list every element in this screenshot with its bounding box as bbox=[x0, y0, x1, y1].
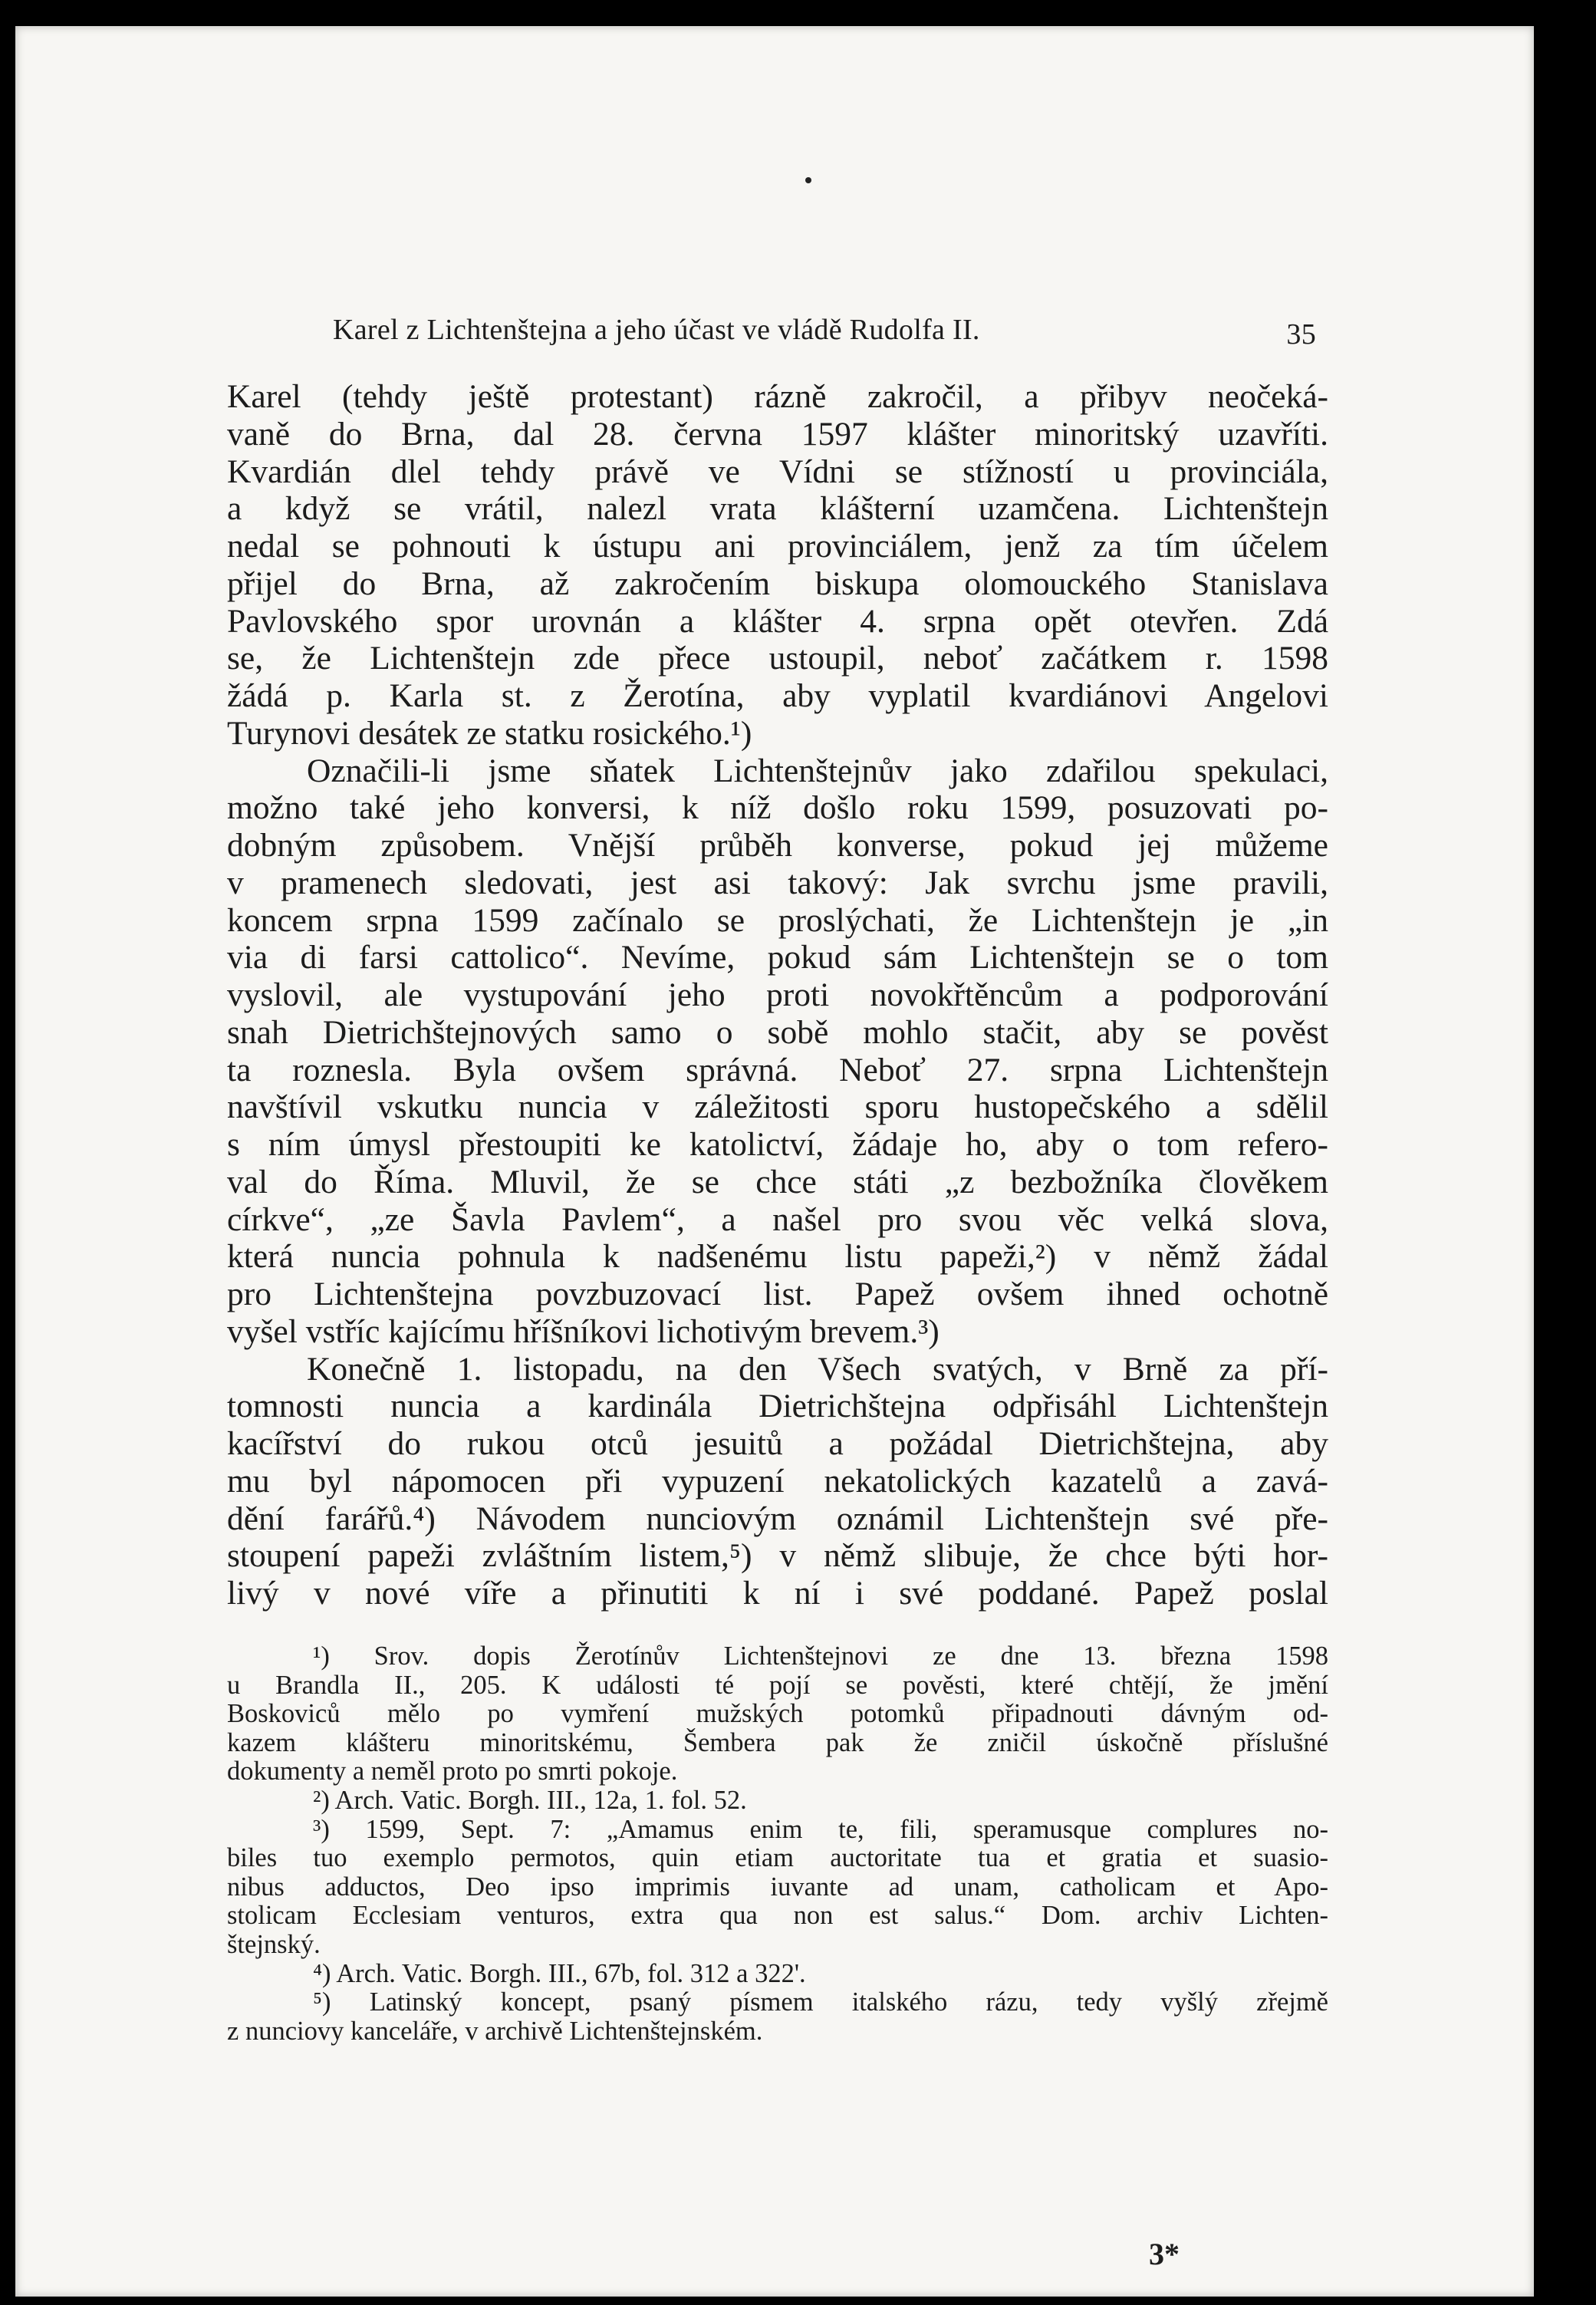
text-line: Karel (tehdy ještě protestant) rázně zakročil, a přibyv neočeká- bbox=[227, 378, 1328, 415]
text-line: via di farsi cattolico“. Nevíme, pokud sám Lichtenštejn se o tom bbox=[227, 939, 1328, 976]
text-line: koncem srpna 1599 začínalo se proslýchati, že Lichtenštejn je „in bbox=[227, 901, 1328, 939]
text-line: Pavlovského spor urovnán a klášter 4. srpna opět otevřen. Zdá bbox=[227, 602, 1328, 640]
footnote-line: štejnský. bbox=[227, 1929, 321, 1959]
text-line: dobným způsobem. Vnější průběh konverse, pokud jej můžeme bbox=[227, 827, 1328, 864]
text-line: církve“, „ze Šavla Pavlem“, a našel pro svou věc velká slova, bbox=[227, 1200, 1328, 1238]
text-line: pro Lichtenštejna povzbuzovací list. Papež ovšem ihned ochotně bbox=[227, 1276, 1328, 1312]
footnote-line: u Brandla II., 205. K události té pojí se pověsti, které chtějí, že jmění bbox=[227, 1670, 1328, 1700]
text-line: mu byl nápomocen při vypuzení nekatolických kazatelů a zavá- bbox=[227, 1462, 1328, 1500]
footnote-line: nibus adductos, Deo ipso imprimis iuvante ad unam, catholicam et Apo- bbox=[227, 1872, 1328, 1902]
ink-speck bbox=[805, 177, 811, 183]
text-line: vyšel vstříc kajícímu hříšníkovi lichotivým brevem.³) bbox=[227, 1312, 940, 1350]
footnote-line: ⁵) Latinský koncept, psaný písmem italského rázu, tedy vyšlý zřejmě bbox=[313, 1987, 1328, 2017]
text-line: snah Dietrichštejnových samo o sobě mohlo stačit, aby se pověst bbox=[227, 1013, 1328, 1051]
text-line: a když se vrátil, nalezl vrata klášterní uzamčena. Lichtenštejn bbox=[227, 490, 1328, 528]
text-line: se, že Lichtenštejn zde přece ustoupil, neboť začátkem r. 1598 bbox=[227, 640, 1328, 677]
text-line: Označili-li jsme sňatek Lichtenštejnův jako zdařilou spekulaci, bbox=[307, 752, 1328, 789]
text-line: vyslovil, ale vystupování jeho proti novokřtěncům a podporování bbox=[227, 976, 1328, 1013]
footnote-line: ³) 1599, Sept. 7: „Amamus enim te, fili, speramusque complures no- bbox=[313, 1814, 1328, 1844]
page-number: 35 bbox=[1286, 318, 1316, 351]
book-page bbox=[15, 26, 1534, 2297]
footnote-line: ²) Arch. Vatic. Borgh. III., 12a, 1. fol. 52. bbox=[313, 1785, 747, 1815]
main-text bbox=[227, 378, 1328, 1612]
text-line: možno také jeho konversi, k níž došlo roku 1599, posuzovati po- bbox=[227, 789, 1328, 827]
text-line: stoupení papeži zvláštním listem,⁵) v němž slibuje, že chce býti hor- bbox=[227, 1537, 1328, 1575]
footnotes bbox=[227, 1642, 1328, 2046]
text-line: v pramenech sledovati, jest asi takový: Jak svrchu jsme pravili, bbox=[227, 864, 1328, 901]
text-line: val do Říma. Mluvil, že se chce státi „z bezbožníka člověkem bbox=[227, 1163, 1328, 1200]
text-line: Kvardián dlel tehdy právě ve Vídni se stížností u provinciála, bbox=[227, 453, 1328, 490]
footnote-line: ⁴) Arch. Vatic. Borgh. III., 67b, fol. 312 a 322'. bbox=[313, 1958, 806, 1988]
running-header bbox=[333, 313, 1316, 351]
text-line: s ním úmysl přestoupiti ke katolictví, žádaje ho, aby o tom refero- bbox=[227, 1126, 1328, 1163]
running-title: Karel z Lichtenštejna a jeho účast ve vládě Rudolfa II. bbox=[333, 314, 980, 346]
footnote-line: Boskoviců mělo po vymření mužských potomků připadnouti dávným od- bbox=[227, 1699, 1328, 1729]
text-line: Turynovi desátek ze statku rosického.¹) bbox=[227, 714, 752, 752]
text-line: žádá p. Karla st. z Žerotína, aby vyplatil kvardiánovi Angelovi bbox=[227, 677, 1328, 714]
footnote-line: kazem klášteru minoritskému, Šembera pak že zničil úskočně příslušné bbox=[227, 1727, 1328, 1757]
text-line: Konečně 1. listopadu, na den Všech svatých, v Brně za pří- bbox=[307, 1350, 1328, 1388]
footnote-line: biles tuo exemplo permotos, quin etiam auctoritate tua et gratia et suasio- bbox=[227, 1843, 1328, 1873]
text-line: livý v nové víře a přinutiti k ní i své poddané. Papež poslal bbox=[227, 1575, 1328, 1612]
footnote-line: stolicam Ecclesiam venturos, extra qua non est salus.“ Dom. archiv Lichten- bbox=[227, 1901, 1328, 1931]
text-line: ta roznesla. Byla ovšem správná. Neboť 27. srpna Lichtenštejn bbox=[227, 1051, 1328, 1088]
text-line: nedal se pohnouti k ústupu ani provinciálem, jenž za tím účelem bbox=[227, 528, 1328, 565]
text-line: tomnosti nuncia a kardinála Dietrichštejna odpřisáhl Lichtenštejn bbox=[227, 1388, 1328, 1425]
text-line: která nuncia pohnula k nadšenému listu papeži,²) v němž žádal bbox=[227, 1238, 1328, 1276]
text-line: navštívil vskutku nuncia v záležitosti sporu hustopečského a sdělil bbox=[227, 1088, 1328, 1126]
text-line: kacířství do rukou otců jesuitů a požádal Dietrichštejna, aby bbox=[227, 1425, 1328, 1462]
text-line: přijel do Brna, až zakročením biskupa olomouckého Stanislava bbox=[227, 565, 1328, 602]
text-line: vaně do Brna, dal 28. června 1597 klášter minoritský uzavříti. bbox=[227, 415, 1328, 453]
footnote-line: dokumenty a neměl proto po smrti pokoje. bbox=[227, 1757, 678, 1786]
footnote-line: ¹) Srov. dopis Žerotínův Lichtenštejnovi ze dne 13. března 1598 bbox=[313, 1641, 1328, 1671]
footnote-line: z nunciovy kanceláře, v archivě Lichtenštejnském. bbox=[227, 2016, 763, 2046]
printer-signature-mark: 3* bbox=[1149, 2237, 1180, 2271]
text-line: dění farářů.⁴) Návodem nunciovým oznámil Lichtenštejn své pře- bbox=[227, 1500, 1328, 1537]
